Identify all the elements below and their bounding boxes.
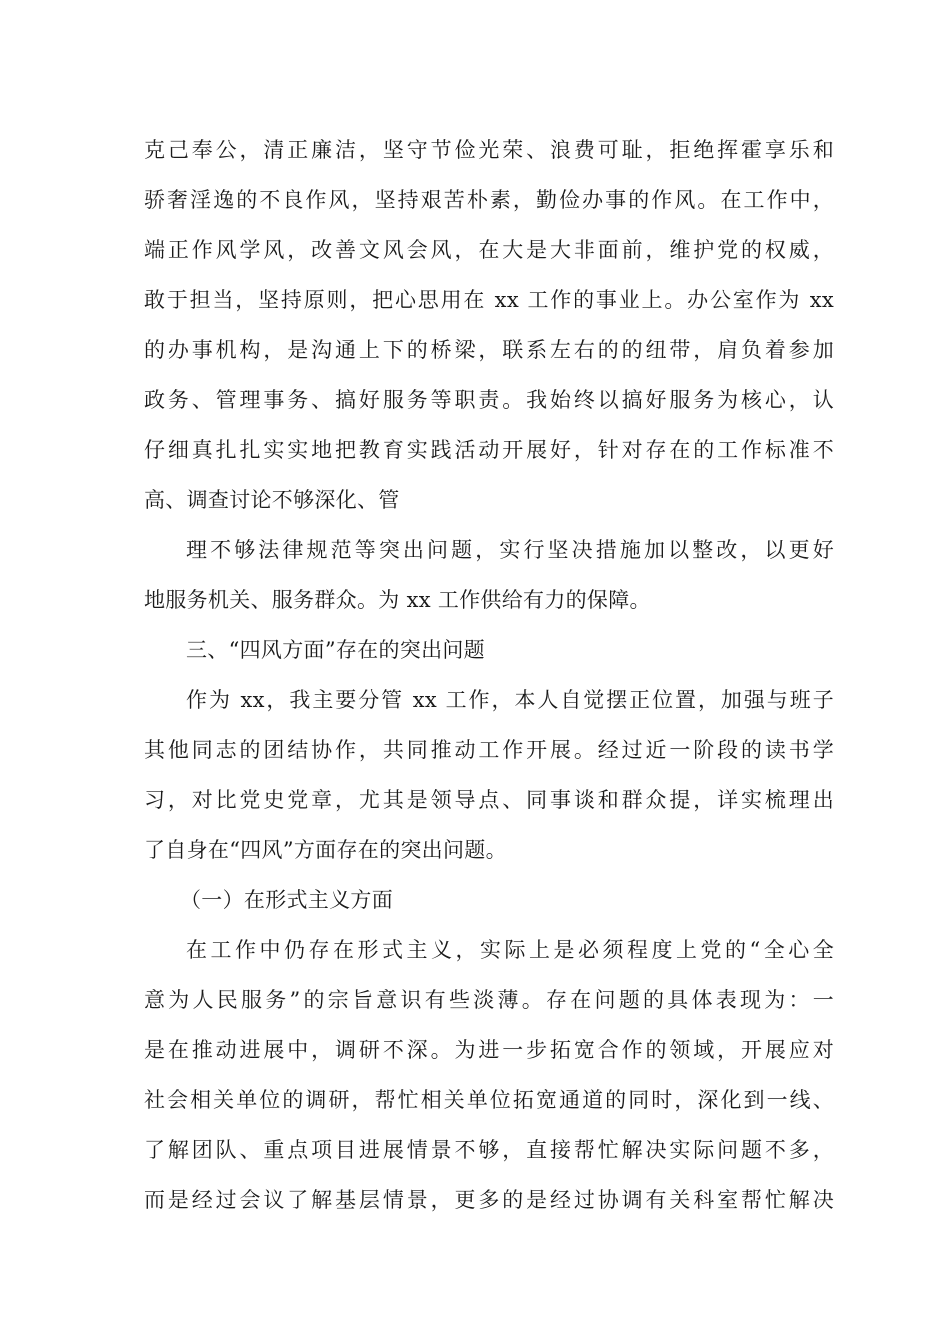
- text-line: 意为人民服务”的宗旨意识有些淡薄。存在问题的具体表现为：一: [144, 988, 834, 1012]
- text-line: 其他同志的团结协作，共同推动工作开展。经过近一阶段的读书学: [144, 738, 834, 762]
- text-line: 克己奉公，清正廉洁，坚守节俭光荣、浪费可耻，拒绝挥霍享乐和: [144, 138, 834, 162]
- text-line: 骄奢淫逸的不良作风，坚持艰苦朴素，勤俭办事的作风。在工作中，: [144, 188, 834, 212]
- text-line: 作为 xx，我主要分管 xx 工作，本人自觉摆正位置，加强与班子: [186, 688, 834, 712]
- subsection-heading: （一）在形式主义方面: [180, 888, 393, 912]
- section-heading: 三、“四风方面”存在的突出问题: [186, 638, 485, 662]
- text-line: 的办事机构，是沟通上下的桥梁，联系左右的的纽带，肩负着参加: [144, 338, 834, 362]
- text-line: 地服务机关、服务群众。为 xx 工作供给有力的保障。: [144, 588, 651, 612]
- text-line: 端正作风学风，改善文风会风，在大是大非面前，维护党的权威，: [144, 238, 834, 262]
- text-line: 而是经过会议了解基层情景，更多的是经过协调有关科室帮忙解决: [144, 1188, 834, 1212]
- text-line: 仔细真扎扎实实地把教育实践活动开展好，针对存在的工作标准不: [144, 438, 834, 462]
- text-line: 敢于担当，坚持原则，把心思用在 xx 工作的事业上。办公室作为 xx: [144, 288, 834, 312]
- text-line: 高、调查讨论不够深化、管: [144, 488, 400, 512]
- text-line: 在工作中仍存在形式主义，实际上是必须程度上党的“全心全: [186, 938, 834, 962]
- text-line: 了自身在“四风”方面存在的突出问题。: [144, 838, 507, 862]
- text-line: 习，对比党史党章，尤其是领导点、同事谈和群众提，详实梳理出: [144, 788, 834, 812]
- text-line: 社会相关单位的调研，帮忙相关单位拓宽通道的同时，深化到一线、: [144, 1088, 834, 1112]
- text-line: 了解团队、重点项目进展情景不够，直接帮忙解决实际问题不多，: [144, 1138, 834, 1162]
- text-line: 政务、管理事务、搞好服务等职责。我始终以搞好服务为核心，认: [144, 388, 834, 412]
- text-line: 是在推动进展中，调研不深。为进一步拓宽合作的领域，开展应对: [144, 1038, 834, 1062]
- text-line: 理不够法律规范等突出问题，实行坚决措施加以整改，以更好: [186, 538, 834, 562]
